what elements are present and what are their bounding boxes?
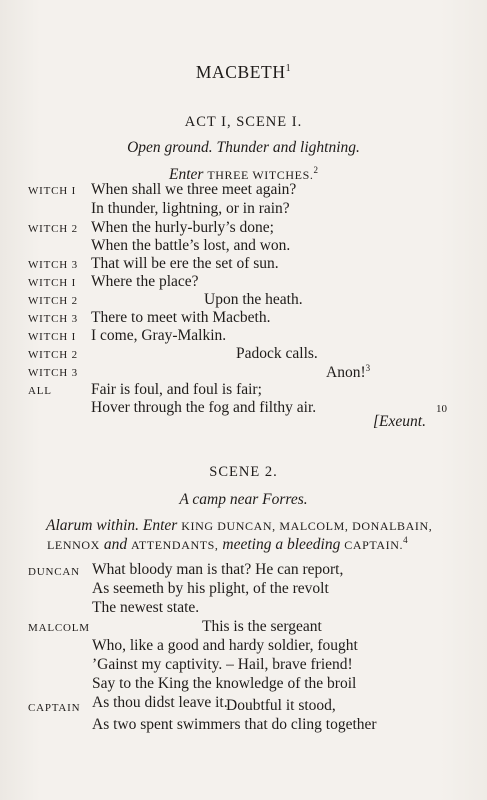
- verse-line: The newest state.: [92, 599, 200, 616]
- speaker-label: WITCH 3: [28, 367, 78, 379]
- footnote-marker: 3: [365, 363, 371, 373]
- verse-line: Say to the King the knowledge of the broil: [92, 675, 357, 692]
- speaker-label: WITCH I: [28, 331, 77, 343]
- scene2-heading: SCENE 2.: [209, 464, 278, 480]
- verse-line: When shall we three meet again?: [91, 181, 297, 198]
- verse-line: That will be ere the set of sun.: [91, 255, 279, 272]
- speaker-label: WITCH 2: [28, 349, 78, 361]
- scene2-stage-direction-line2: LENNOX and ATTENDANTS, meeting a bleeding CAPTAIN.$^4$: [47, 535, 408, 554]
- verse-line: When the battle’s lost, and won.: [91, 237, 291, 254]
- verse-line: Anon!$^3$: [326, 363, 371, 382]
- verse-line: Hover through the fog and filthy air.: [91, 399, 317, 416]
- verse-line: When the hurly-burly’s done;: [91, 219, 274, 236]
- speaker-label: ALL: [28, 385, 52, 397]
- speaker-label: WITCH I: [28, 185, 77, 197]
- verse-line: ’Gainst my captivity. – Hail, brave friend!: [92, 656, 353, 673]
- verse-line: Where the place?: [91, 273, 199, 290]
- verse-line: As two spent swimmers that do cling together: [92, 716, 377, 733]
- verse-line: This is the sergeant: [202, 618, 322, 635]
- speaker-label: DUNCAN: [28, 566, 80, 578]
- verse-line: As thou didst leave it.: [92, 694, 228, 711]
- verse-line: As seemeth by his plight, of the revolt: [92, 580, 329, 597]
- speaker-label: WITCH 3: [28, 259, 78, 271]
- verse-line: Doubtful it stood,: [226, 697, 336, 714]
- act-heading: ACT I, SCENE I.: [184, 114, 303, 130]
- verse-line: In thunder, lightning, or in rain?: [91, 200, 290, 217]
- speaker-label: CAPTAIN: [28, 702, 81, 714]
- footnote-marker: 4: [403, 535, 408, 545]
- scene1-setting: Open ground. Thunder and lightning.: [127, 139, 360, 156]
- scene1-stage-direction: Enter THREE WITCHES.$^2$: [169, 165, 318, 184]
- verse-line: Who, like a good and hardy soldier, fought: [92, 637, 358, 654]
- scene2-setting: A camp near Forres.: [179, 491, 308, 508]
- verse-line: What bloody man is that? He can report,: [92, 561, 344, 578]
- exit-direction: [Exeunt.: [373, 413, 426, 430]
- play-title: MACBETH$^1$: [195, 62, 292, 82]
- scene2-stage-direction-line1: Alarum within. Enter KING DUNCAN, MALCOLM, DONALBAIN,: [46, 517, 433, 534]
- verse-line: Fair is foul, and foul is fair;: [91, 381, 262, 398]
- line-number: 10: [436, 403, 447, 415]
- verse-line: Upon the heath.: [204, 291, 303, 308]
- speaker-label: WITCH 2: [28, 295, 78, 307]
- speaker-label: MALCOLM: [28, 622, 90, 634]
- speaker-label: WITCH I: [28, 277, 77, 289]
- verse-line: Padock calls.: [236, 345, 318, 362]
- verse-line: There to meet with Macbeth.: [91, 309, 271, 326]
- speaker-label: WITCH 2: [28, 223, 78, 235]
- footnote-marker: 1: [285, 63, 292, 75]
- verse-line: I come, Gray-Malkin.: [91, 327, 227, 344]
- speaker-label: WITCH 3: [28, 313, 78, 325]
